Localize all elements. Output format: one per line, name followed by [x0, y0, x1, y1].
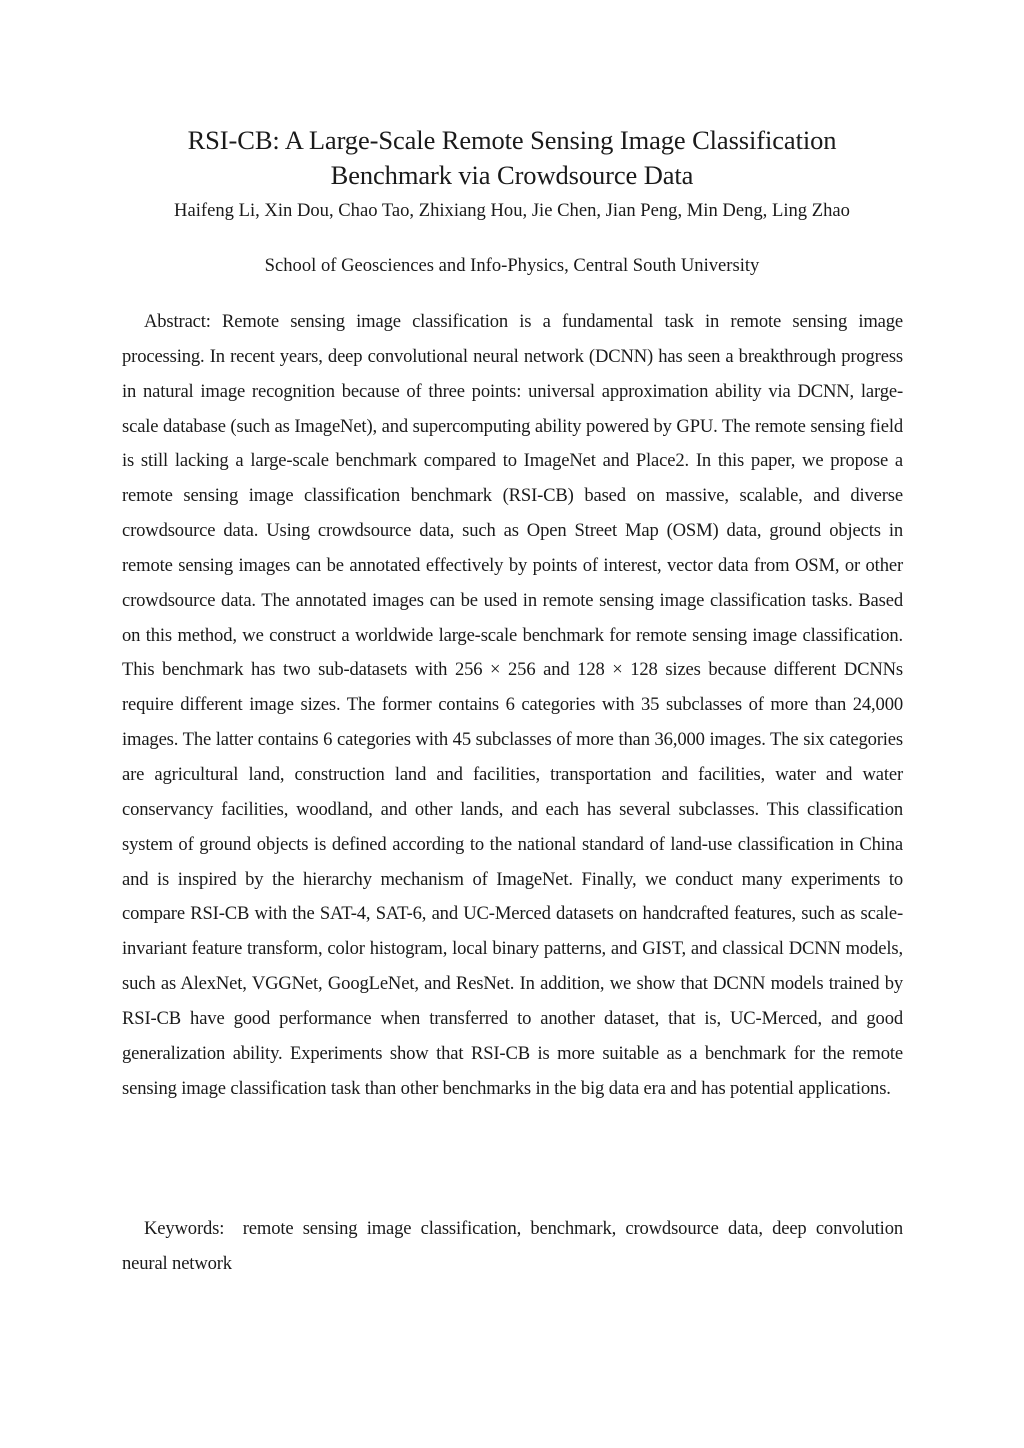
affiliation: School of Geosciences and Info-Physics, Central South University — [264, 255, 760, 276]
paper-title — [100, 123, 924, 193]
title-line-1: RSI-CB: A Large-Scale Remote Sensing Image Classification — [187, 125, 837, 155]
keywords — [122, 1212, 903, 1282]
abstract-text: Remote sensing image classification is a fundamental task in remote sensing image processing. In recent years, deep convolutional neural network (DCNN) has seen a breakthrough progress in natural image recognition because of three points: universal approximation ability via DCNN, large-scale database (such as ImageNet), and supercomputing ability powered by GPU. The remote sensing field is still lacking a large-scale benchmark compared to ImageNet and Place2. In this paper, we propose a remote sensing image classification benchmark (RSI-CB) based on massive, scalable, and diverse crowdsource data. Using crowdsource data, such as Open Street Map (OSM) data, ground objects in remote sensing images can be annotated effectively by points of interest, vector data from OSM, or other crowdsource data. The annotated images can be used in remote sensing image classification tasks. Based on this method, we construct a worldwide large-scale benchmark for remote sensing image classification. This benchmark has two sub-datasets with 256 × 256 and 128 × 128 sizes because different DCNNs require different image sizes. The former contains 6 categories with 35 subclasses of more than 24,000 images. The latter contains 6 categories with 45 subclasses of more than 36,000 images. The six categories are agricultural land, construction land and facilities, transportation and facilities, water and water conservancy facilities, woodland, and other lands, and each has several subclasses. This classification system of ground objects is defined according to the national standard of land-use classification in China and is inspired by the hierarchy mechanism of ImageNet. Finally, we conduct many experiments to compare RSI-CB with the SAT-4, SAT-6, and UC-Merced datasets on handcrafted features, such as scale-invariant feature transform, color histogram, local binary patterns, and GIST, and classical DCNN models, such as AlexNet, VGGNet, GoogLeNet, and ResNet. In addition, we show that DCNN models trained by RSI-CB have good performance when transferred to another dataset, that is, UC-Merced, and good generalization ability. Experiments show that RSI-CB is more suitable as a benchmark for the remote sensing image classification task than other benchmarks in the big data era and has potential applications. — [122, 311, 904, 1099]
abstract — [122, 305, 903, 1106]
author-list: Haifeng Li, Xin Dou, Chao Tao, Zhixiang Hou, Jie Chen, Jian Peng, Min Deng, Ling Zhao — [174, 200, 850, 221]
abstract-label: Abstract: — [144, 311, 211, 332]
title-line-2: Benchmark via Crowdsource Data — [330, 160, 694, 190]
keywords-text: remote sensing image classification, benchmark, crowdsource data, deep convolution neural network — [122, 1218, 903, 1274]
keywords-label: Keywords: — [144, 1218, 225, 1239]
